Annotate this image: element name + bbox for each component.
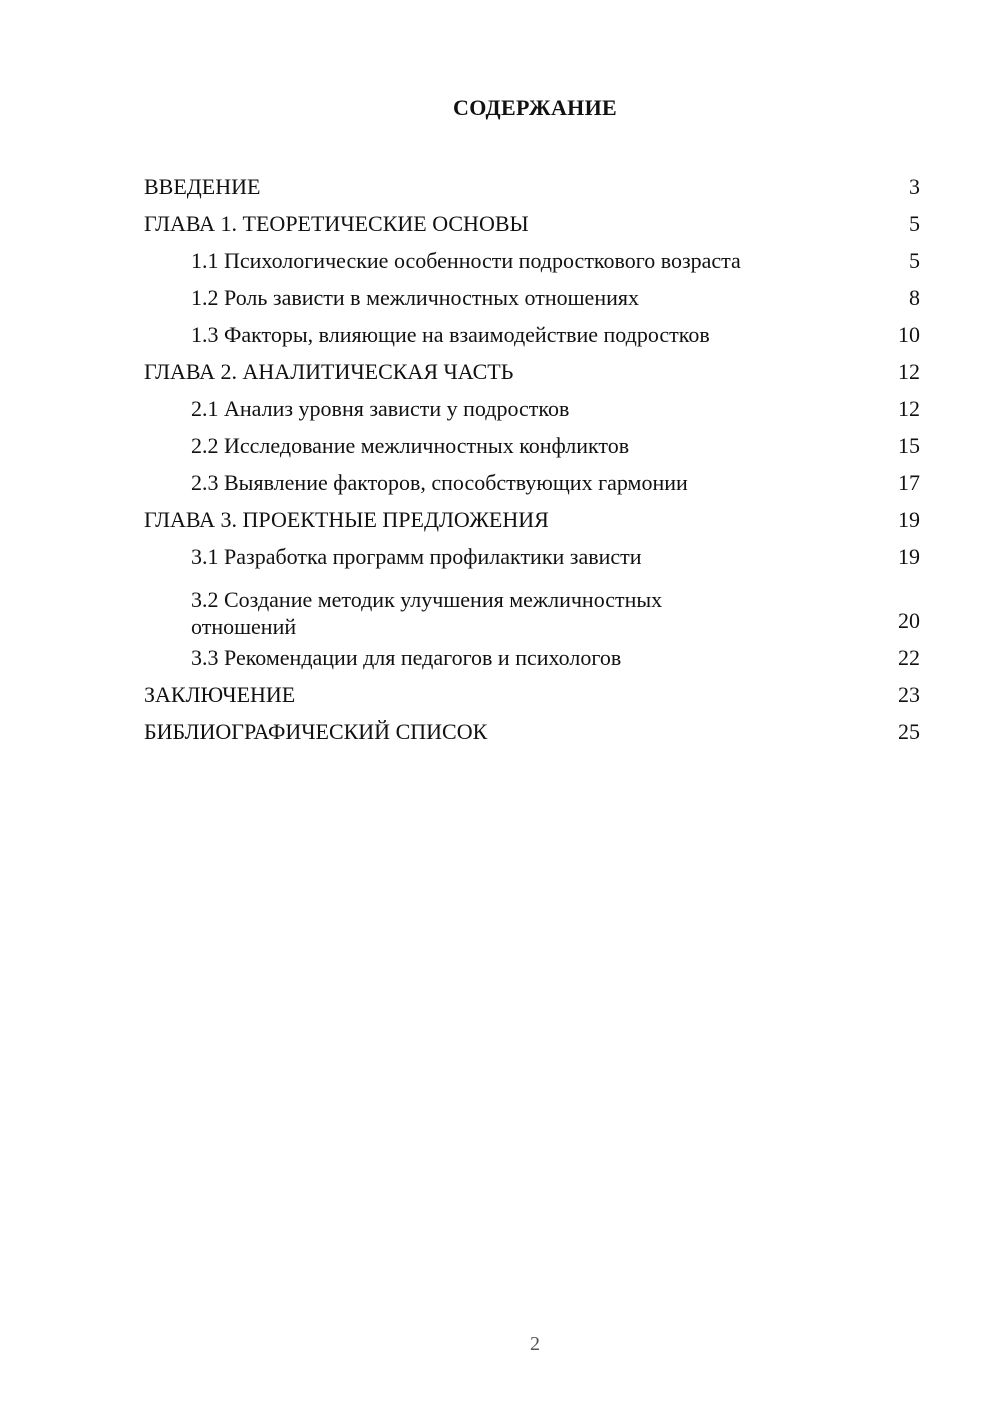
toc-entry-label: ЗАКЛЮЧЕНИЕ [144,682,296,707]
table-of-contents [144,168,920,750]
toc-entry-label: 2.1 Анализ уровня зависти у подростков [191,396,570,421]
toc-entry-page: 19 [898,507,920,532]
toc-entry-page: 20 [898,608,920,633]
toc-entry-page: 25 [898,719,920,744]
page-number: 2 [530,1333,540,1355]
toc-entry-label: 2.3 Выявление факторов, способствующих гармонии [191,470,688,495]
toc-entry-section-2-3[interactable] [144,464,920,501]
toc-entry-page: 23 [898,682,920,707]
toc-entry-label: 1.2 Роль зависти в межличностных отношениях [191,285,639,310]
toc-entry-section-2-2[interactable] [144,427,920,464]
toc-entry-section-3-2[interactable] [144,575,920,639]
toc-entry-page: 3 [909,174,920,199]
toc-entry-chapter-1[interactable] [144,205,920,242]
toc-entry-page: 17 [898,470,920,495]
toc-entry-page: 5 [909,211,920,236]
toc-entry-label: 2.2 Исследование межличностных конфликтов [191,433,630,458]
toc-entry-section-1-3[interactable] [144,316,920,353]
toc-entry-introduction[interactable] [144,168,920,205]
toc-entry-section-3-3[interactable] [144,639,920,676]
toc-entry-section-2-1[interactable] [144,390,920,427]
toc-entry-conclusion[interactable] [144,676,920,713]
toc-entry-chapter-3[interactable] [144,501,920,538]
toc-entry-label: ГЛАВА 3. ПРОЕКТНЫЕ ПРЕДЛОЖЕНИЯ [144,507,549,532]
toc-entry-section-3-1[interactable] [144,538,920,575]
toc-entry-label: ВВЕДЕНИЕ [144,174,261,199]
toc-entry-chapter-2[interactable] [144,353,920,390]
toc-entry-section-1-1[interactable] [144,242,920,279]
toc-entry-page: 8 [909,285,920,310]
toc-entry-label: 3.2 Создание методик улучшения межличностных отношений [191,587,663,639]
toc-entry-page: 12 [898,396,920,421]
toc-entry-label: ГЛАВА 1. ТЕОРЕТИЧЕСКИЕ ОСНОВЫ [144,211,529,236]
toc-entry-page: 5 [909,248,920,273]
toc-entry-page: 22 [898,645,920,670]
toc-entry-label: 1.1 Психологические особенности подросткового возраста [191,248,741,273]
toc-entry-page: 19 [898,544,920,569]
toc-entry-section-1-2[interactable] [144,279,920,316]
toc-entry-page: 12 [898,359,920,384]
page-title: СОДЕРЖАНИЕ [453,95,617,120]
toc-entry-page: 15 [898,433,920,458]
toc-entry-label: 1.3 Факторы, влияющие на взаимодействие подростков [191,322,710,347]
toc-entry-label: 3.3 Рекомендации для педагогов и психологов [191,645,622,670]
toc-entry-label: ГЛАВА 2. АНАЛИТИЧЕСКАЯ ЧАСТЬ [144,359,514,384]
toc-entry-page: 10 [898,322,920,347]
toc-entry-label: БИБЛИОГРАФИЧЕСКИЙ СПИСОК [144,719,488,744]
toc-entry-label: 3.1 Разработка программ профилактики зависти [191,544,642,569]
toc-entry-bibliography[interactable] [144,713,920,750]
